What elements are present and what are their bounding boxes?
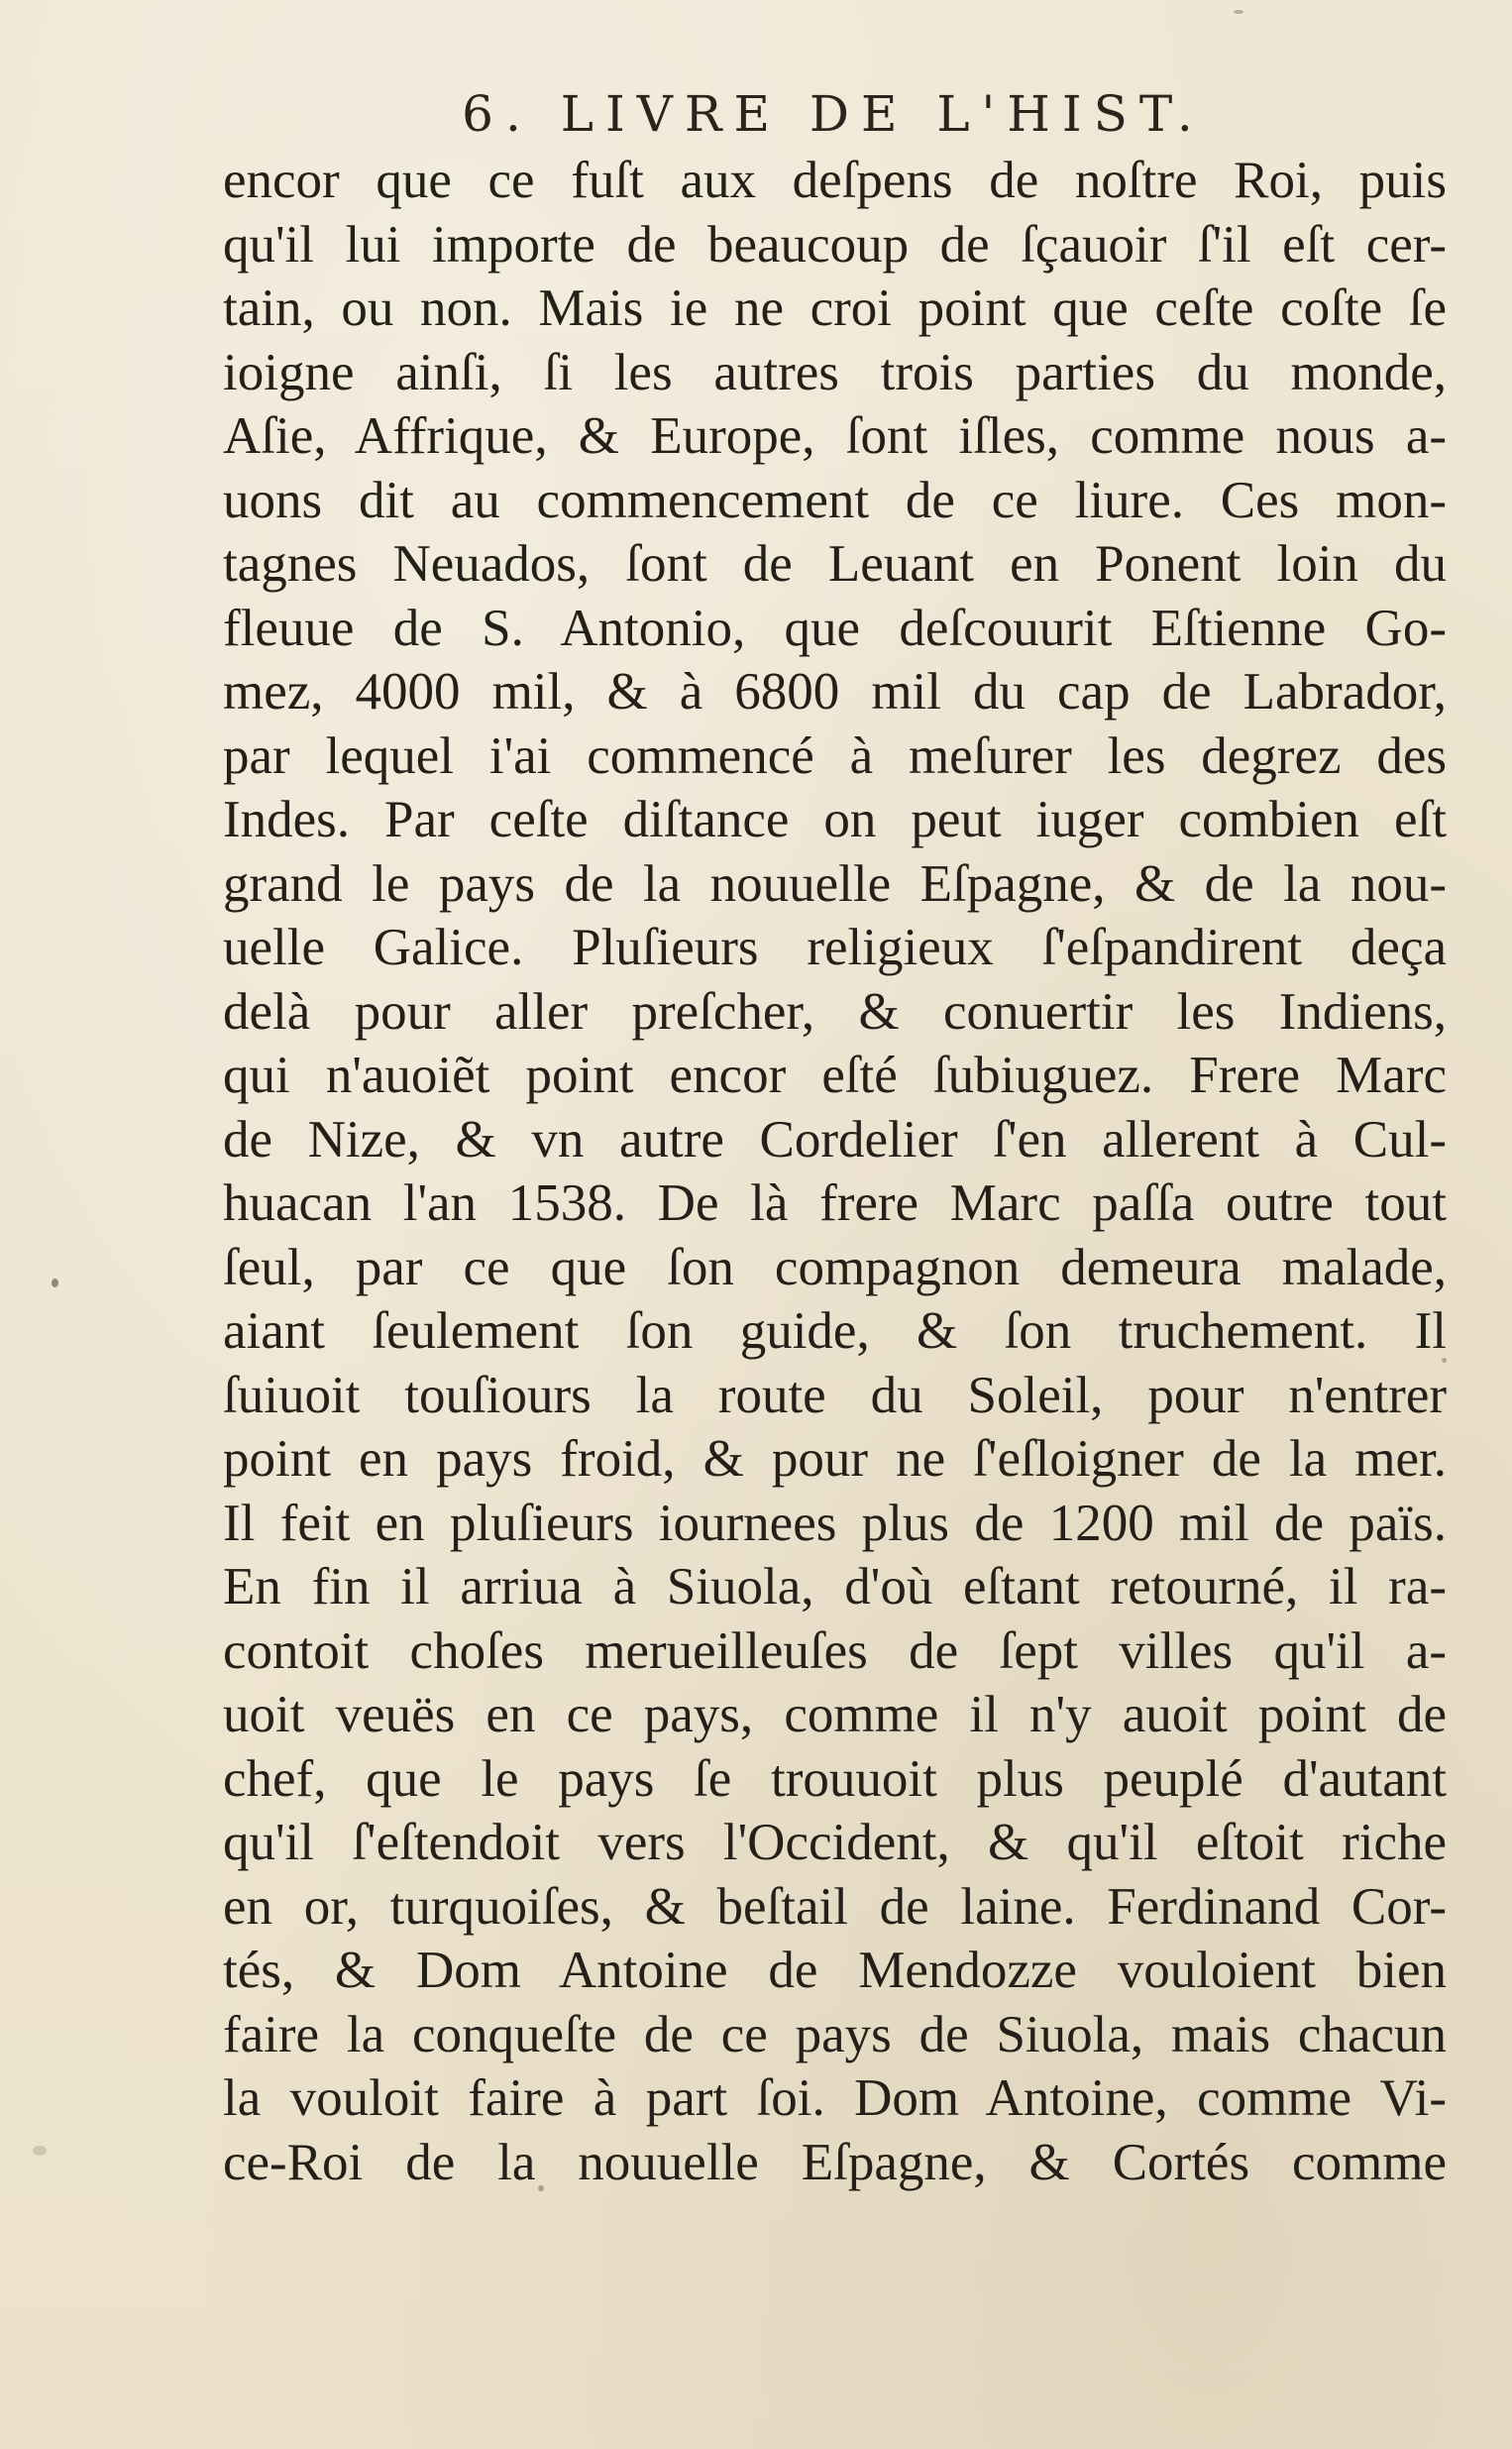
text-line: qu'il ſ'eſtendoit vers l'Occident, & qu'il eſtoit riche [223, 1814, 1447, 1871]
text-line: chef, que le pays ſe trouuoit plus peuplé d'autant [223, 1749, 1447, 1808]
ink-speck [538, 2185, 544, 2191]
text-line: uelle Galice. Pluſieurs religieux ſ'eſpandirent deça [223, 919, 1447, 976]
text-line: tés, & Dom Antoine de Mendozze vouloient bien [223, 1942, 1447, 1999]
text-line: ſeul, par ce que ſon compagnon demeura malade, [223, 1238, 1447, 1296]
text-line: Il feit en pluſieurs iournees plus de 1200 mil de païs. [223, 1494, 1447, 1552]
text-line: encor que ce fuſt aux deſpens de noſtre Roi, puis [223, 152, 1447, 209]
text-line: delà pour aller preſcher, & conuertir les Indiens, [223, 982, 1447, 1041]
ink-speck [33, 2146, 47, 2156]
body-text [223, 149, 1447, 2194]
text-line: Indes. Par ceſte diſtance on peut iuger combien eſt [223, 791, 1447, 848]
text-line: aiant ſeulement ſon guide, & ſon truchement. Il [223, 1302, 1447, 1360]
text-line: grand le pays de la nouuelle Eſpagne, & de la nou- [223, 854, 1447, 913]
text-line: contoit choſes merueilleuſes de ſept villes qu'il a- [223, 1621, 1447, 1680]
text-line: tain, ou non. Mais ie ne croi point que ceſte coſte ſe [223, 279, 1447, 337]
text-line: ioigne ainſi, ſi les autres trois parties du monde, [223, 343, 1447, 401]
ink-speck [1442, 1358, 1447, 1363]
text-line: par lequel i'ai commencé à meſurer les degrez des [223, 726, 1447, 785]
text-line: qui n'auoiẽt point encor eſté ſubiuguez. Frere Marc [223, 1047, 1447, 1104]
text-line: faire la conqueſte de ce pays de Siuola, mais chacun [223, 2005, 1447, 2063]
text-line: qu'il lui importe de beaucoup de ſçauoir ſ'il eſt cer- [223, 215, 1447, 274]
text-line: point en pays froid, & pour ne ſ'eſloigner de la mer. [223, 1430, 1447, 1488]
text-line: ce-Roi de la nouuelle Eſpagne, & Cortés comme [223, 2133, 1447, 2191]
text-line: mez, 4000 mil, & à 6800 mil du cap de Labrador, [223, 663, 1447, 721]
text-line: huacan l'an 1538. De là frere Marc paſſa outre tout [223, 1174, 1447, 1232]
text-line: Aſie, Affrique, & Europe, ſont iſles, comme nous a- [223, 407, 1447, 465]
ink-speck [1234, 10, 1243, 14]
text-line: uons dit au commencement de ce liure. Ces mon- [223, 471, 1447, 529]
text-line: uoit veuës en ce pays, comme il n'y auoit point de [223, 1686, 1447, 1743]
text-line: de Nize, & vn autre Cordelier ſ'en allerent à Cul- [223, 1110, 1447, 1169]
text-line: la vouloit faire à part ſoi. Dom Antoine, comme Vi- [223, 2069, 1447, 2127]
text-line: en or, turquoiſes, & beſtail de laine. Ferdinand Cor- [223, 1877, 1447, 1936]
text-line: tagnes Neuados, ſont de Leuant en Ponent loin du [223, 535, 1447, 593]
text-line: En fin il arriua à Siuola, d'où eſtant retourné, il ra- [223, 1558, 1447, 1615]
ink-speck [52, 1279, 58, 1287]
text-line: ſuiuoit touſiours la route du Soleil, pour n'entrer [223, 1366, 1447, 1424]
text-line: fleuue de S. Antonio, que deſcouurit Eſtienne Go- [223, 599, 1447, 657]
running-head: 6. LIVRE DE L'HIST. [462, 85, 1205, 143]
